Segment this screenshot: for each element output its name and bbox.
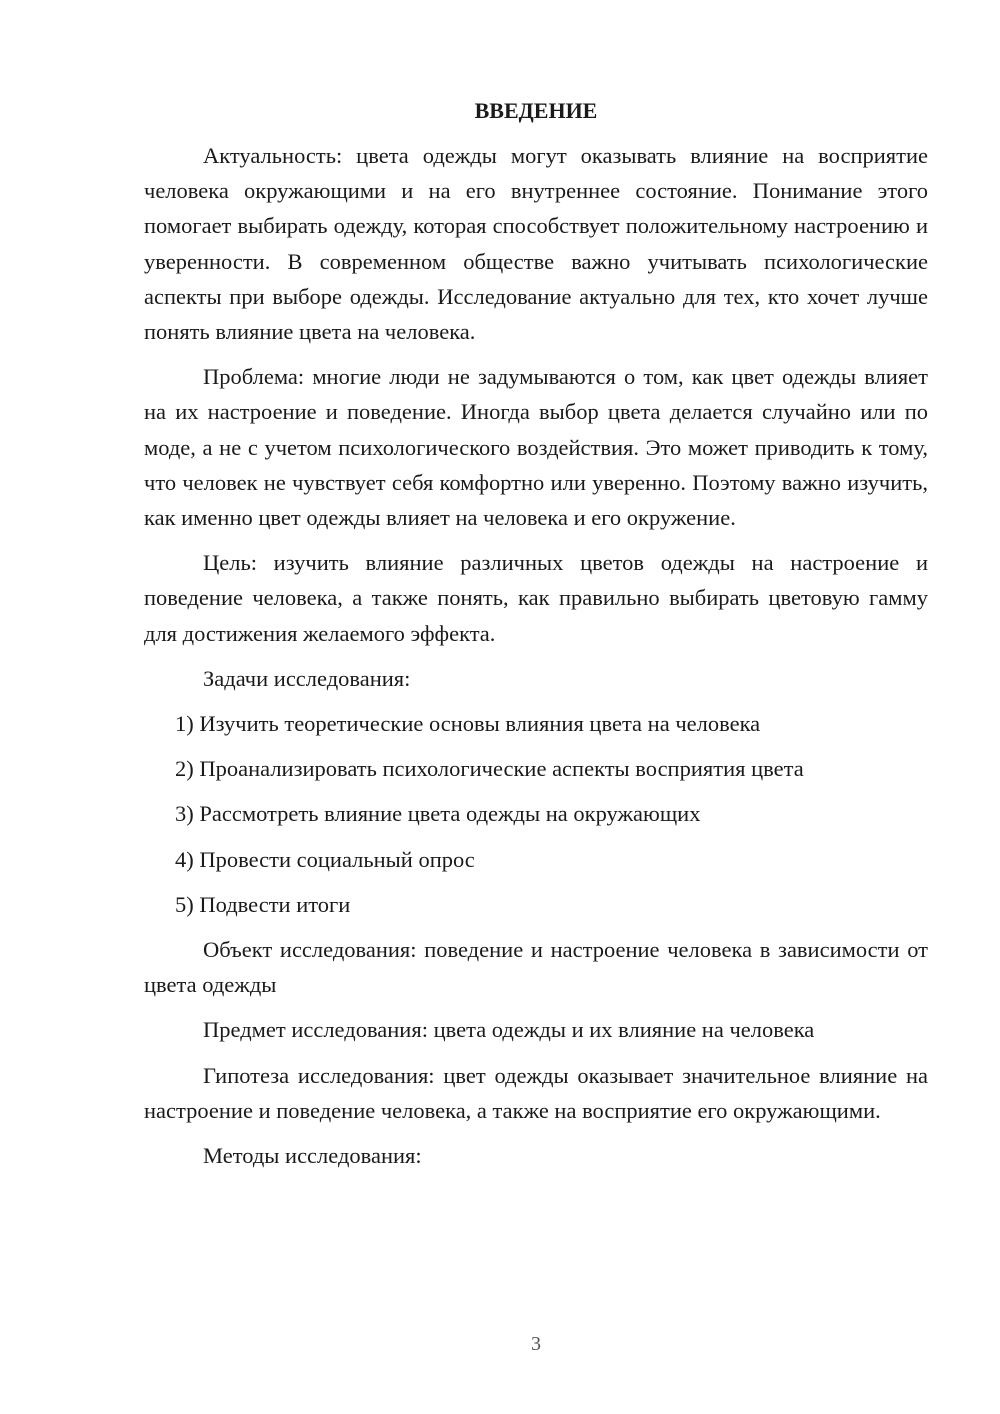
list-item: 1) Изучить теоретические основы влияния цвета на человека — [175, 711, 761, 737]
methods-heading: Методы исследования: — [203, 1143, 422, 1169]
paragraph-relevance: Актуальность: цвета одежды могут оказывать влияние на восприятие человека окружающими и на его внутреннее состояние. Понимание этого помогает выбирать одежду, которая способствует положительному настроению и уверенности. В современном обществе важно учитывать психологические аспекты при выборе одежды. Исследование актуально для тех, кто хочет лучше понять влияние цвета на человека. — [144, 143, 928, 345]
paragraph-object: Объект исследования: поведение и настроение человека в зависимости от цвета одежды — [144, 937, 928, 998]
tasks-heading: Задачи исследования: — [203, 665, 411, 691]
page-title: ВВЕДЕНИЕ — [474, 98, 598, 123]
paragraph-problem: Проблема: многие люди не задумываются о том, как цвет одежды влияет на их настроение и поведение. Иногда выбор цвета делается случайно или по моде, а не с учетом психологического воздействия. Это может приводить к тому, что человек не чувствует себя комфортно или уверенно. Поэтому важно изучить, как именно цвет одежды влияет на человека и его окружение. — [144, 364, 928, 531]
paragraph-subject: Предмет исследования: цвета одежды и их влияние на человека — [203, 1017, 815, 1043]
list-item: 2) Проанализировать психологические аспекты восприятия цвета — [175, 756, 804, 782]
tasks-list — [144, 706, 928, 922]
paragraph-hypothesis: Гипотеза исследования: цвет одежды оказывает значительное влияние на настроение и поведение человека, а также на восприятие его окружающими. — [144, 1062, 928, 1123]
list-item: 5) Подвести итоги — [175, 891, 351, 917]
page-number: 3 — [531, 1333, 541, 1355]
list-item: 3) Рассмотреть влияние цвета одежды на окружающих — [175, 801, 701, 827]
list-item: 4) Провести социальный опрос — [175, 846, 475, 872]
paragraph-goal: Цель: изучить влияние различных цветов одежды на настроение и поведение человека, а также понять, как правильно выбирать цветовую гамму для достижения желаемого эффекта. — [144, 550, 928, 646]
document-page — [144, 96, 928, 1183]
